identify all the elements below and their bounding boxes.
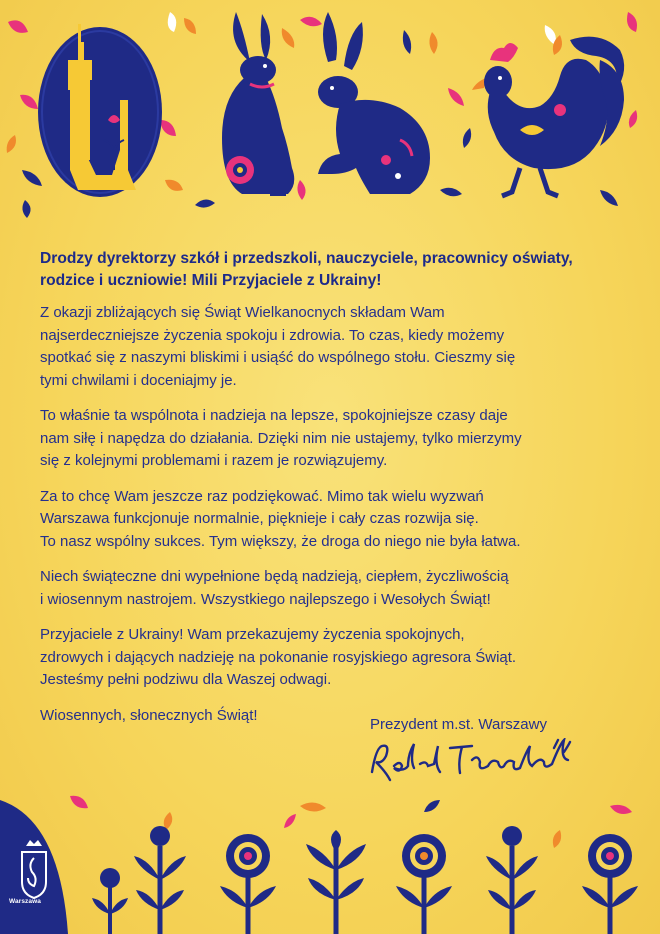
flower-icon: [306, 830, 366, 934]
letter-body: [40, 248, 625, 727]
letter-greeting: Drodzy dyrektorzy szkół i przedszkoli, nauczyciele, pracownicy oświaty, rodzice i uczniowie! Mili Przyjaciele z Ukrainy!: [40, 250, 573, 289]
mermaid-crest-icon: [0, 800, 68, 934]
rabbit-icon: [318, 12, 430, 194]
letter-paragraph: To właśnie ta wspólnota i nadzieja na lepsze, spokojniejsze czasy daje nam siłę i napędza do działania. Dzięki nim nie ustajemy, tylko mierzymy się z kolejnymi problemami i razem je rozwiązujemy.: [40, 407, 522, 469]
flower-icon: [92, 868, 128, 934]
letter-paragraph: Przyjaciele z Ukrainy! Wam przekazujemy życzenia spokojnych, zdrowych i dających nadzieję na pokonanie rosyjskiego agresora Świąt. Jesteśmy pełni podziwu dla Waszej odwagi.: [40, 626, 517, 688]
letter-paragraph: Za to chcę Wam jeszcze raz podziękować. Mimo tak wielu wyzwań Warszawa funkcjonuje normalnie, pięknieje i cały czas rozwija się. To nasz wspólny sukces. Tym większy, że droga do niego nie była łatwa.: [40, 487, 521, 550]
flower-icon: [220, 834, 276, 934]
header-illustration: [0, 0, 660, 230]
crest-label: Warszawa: [9, 898, 41, 905]
letter-paragraph: Z okazji zbliżających się Świąt Wielkanocnych składam Wam najserdeczniejsze życzenia spokoju i zdrowia. To czas, kiedy możemy spotkać się z naszymi bliskimi i usiąść do wspólnego stołu. Cieszmy się tymi chwilami i doceniajmy je.: [40, 304, 516, 389]
flower-icon: [134, 826, 186, 934]
signer-title: Prezydent m.st. Warszawy: [370, 716, 547, 733]
rabbit-icon: [222, 12, 294, 196]
letter-paragraph: Niech świąteczne dni wypełnione będą nadzieją, ciepłem, życzliwością i wiosennym nastrojem. Wszystkiego najlepszego i Wesołych Świąt!: [40, 568, 509, 608]
flower-icon: [486, 826, 538, 934]
letter-closing: Wiosennych, słonecznych Świąt!: [40, 706, 258, 724]
handwritten-signature: [368, 738, 583, 782]
flower-icon: [396, 834, 452, 934]
rooster-icon: [472, 37, 624, 196]
easter-egg-icon: [38, 24, 162, 197]
footer-illustration: [0, 790, 660, 934]
flower-icon: [582, 834, 638, 934]
